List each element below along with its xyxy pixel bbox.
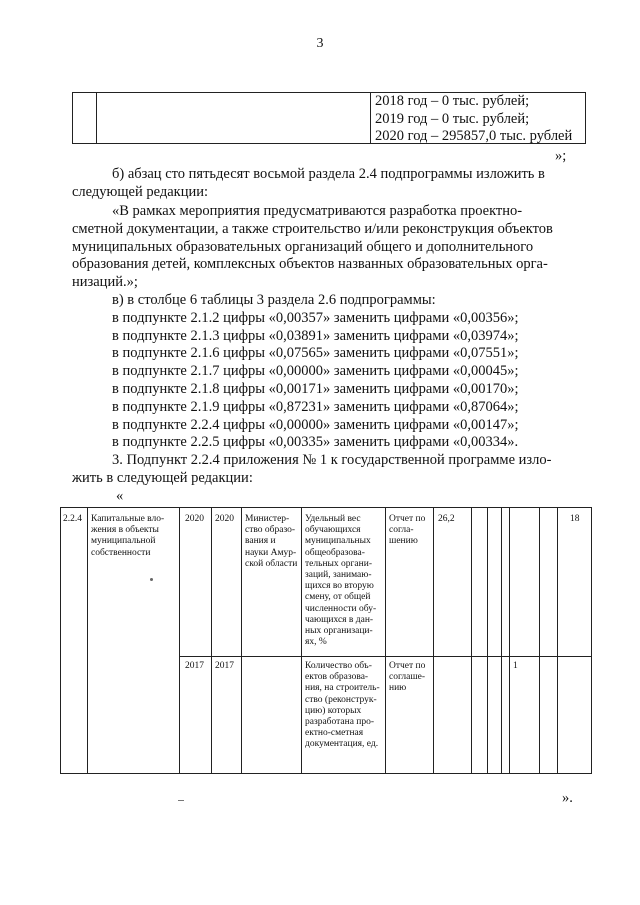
activity-name-line: Капитальные вло- <box>91 514 165 524</box>
paragraph-b-line: б) абзац сто пятьдесят восьмой раздела 2.4 подпрограммы изложить в <box>112 166 545 182</box>
table-cell-empty <box>97 93 371 143</box>
source-line: Отчет по <box>389 661 426 671</box>
table-divider <box>87 508 88 773</box>
table-divider <box>501 508 502 773</box>
table-divider <box>487 508 488 773</box>
indicator-line: общеобразова- <box>305 547 365 558</box>
table-divider <box>241 508 242 773</box>
indicator-line: заций, занимаю- <box>305 570 372 581</box>
indicator-line: численности обу- <box>305 603 377 614</box>
table-divider <box>509 508 510 773</box>
year-end-2: 2017 <box>215 661 234 671</box>
source-line: нию <box>389 683 407 694</box>
indicator-line: разработана про- <box>305 717 375 728</box>
paragraph-3-line: 3. Подпункт 2.2.4 приложения № 1 к государственной программе изло- <box>112 452 552 468</box>
indicator-line: ектно-сметная <box>305 728 364 739</box>
budget-line-2019: 2019 год – 0 тыс. рублей; <box>375 110 530 127</box>
source-line: соглаше- <box>389 672 426 683</box>
budget-line-2020: 2020 год – 295857,0 тыс. рублей <box>375 128 573 144</box>
executor-line: ской области <box>245 558 298 569</box>
open-quote: « <box>116 487 124 504</box>
program-table <box>60 507 592 774</box>
indicator-line: тельных органи- <box>305 558 372 569</box>
year-end-1: 2020 <box>215 514 234 524</box>
source-1 <box>389 514 425 548</box>
indicator-2 <box>305 661 380 751</box>
table-divider <box>471 508 472 773</box>
scan-speck <box>150 578 153 581</box>
executor-line: Министер- <box>245 514 290 524</box>
target-value: 18 <box>570 514 580 524</box>
indicator-line: обучающихся <box>305 525 361 536</box>
item-code: 2.2.4 <box>63 514 82 524</box>
quoted-line: муниципальных образовательных организаций общего и дополнительного <box>72 238 534 255</box>
table-divider <box>539 508 540 773</box>
indicator-1 <box>305 514 376 648</box>
activity-name-line: муниципальной <box>91 536 156 547</box>
executor-line: вания и <box>245 536 276 547</box>
count-value: 1 <box>513 661 518 671</box>
executor-line: науки Амур- <box>245 547 297 558</box>
quoted-line: «В рамках мероприятия предусматриваются разработка проектно- <box>112 203 523 219</box>
paragraph-3 <box>72 452 580 505</box>
activity-name <box>91 514 164 559</box>
activity-name-line: жения в объекты <box>91 525 159 536</box>
year-start-2: 2017 <box>185 661 204 671</box>
paragraph-v <box>72 292 580 452</box>
indicator-line: ных организаци- <box>305 626 373 637</box>
indicator-line: смену, от общей <box>305 592 371 603</box>
source-line: Отчет по <box>389 514 426 524</box>
indicator-line: ектов образова- <box>305 672 369 683</box>
replacement-line: в подпункте 2.2.4 цифры «0,00000» заменить цифрами «0,00147»; <box>112 416 519 433</box>
paragraph-v-line: в) в столбце 6 таблицы 3 раздела 2.6 подпрограммы: <box>112 292 436 308</box>
end-quote: ». <box>562 790 573 806</box>
table-row-divider <box>179 656 591 657</box>
executor <box>245 514 297 570</box>
indicator-line: цию) которых <box>305 705 362 716</box>
indicator-line: ях, % <box>305 637 327 648</box>
paragraph-b <box>72 166 580 202</box>
replacement-line: в подпункте 2.1.9 цифры «0,87231» заменить цифрами «0,87064»; <box>112 398 519 415</box>
closing-quote: »; <box>555 148 567 164</box>
table-divider <box>433 508 434 773</box>
budget-table-fragment <box>72 92 586 144</box>
indicator-line: муниципальных <box>305 536 371 547</box>
table-divider <box>557 508 558 773</box>
indicator-line: ство (реконструк- <box>305 694 377 705</box>
indicator-line: Удельный вес <box>305 514 361 524</box>
indicator-line: документация, ед. <box>305 739 379 750</box>
replacement-line: в подпункте 2.1.7 цифры «0,00000» заменить цифрами «0,00045»; <box>112 363 519 380</box>
indicator-line: ния, на строитель- <box>305 683 380 694</box>
paragraph-3-line: жить в следующей редакции: <box>72 469 253 486</box>
quoted-line: образования детей, комплексных объектов названных образовательных орга- <box>72 256 548 273</box>
replacement-line: в подпункте 2.2.5 цифры «0,00335» заменить цифрами «0,00334». <box>112 434 519 451</box>
table-divider <box>301 508 302 773</box>
source-line: шению <box>389 536 418 547</box>
budget-line-2018: 2018 год – 0 тыс. рублей; <box>375 93 530 109</box>
executor-line: ство образо- <box>245 525 296 536</box>
page-number: 3 <box>316 36 324 51</box>
replacement-line: в подпункте 2.1.2 цифры «0,00357» заменить цифрами «0,00356»; <box>112 309 519 326</box>
indicator-line: Количество объ- <box>305 661 372 671</box>
base-value: 26,2 <box>438 514 455 524</box>
table-divider <box>385 508 386 773</box>
indicator-line: чающихся в дан- <box>305 614 374 625</box>
source-2 <box>389 661 425 695</box>
scan-dash <box>178 800 184 801</box>
budget-years-cell <box>375 93 572 146</box>
paragraph-b-line: следующей редакции: <box>72 183 209 200</box>
year-start-1: 2020 <box>185 514 204 524</box>
indicator-line: щихся во вторую <box>305 581 374 592</box>
activity-name-line: собственности <box>91 547 151 558</box>
replacement-line: в подпункте 2.1.8 цифры «0,00171» заменить цифрами «0,00170»; <box>112 380 519 397</box>
source-line: согла- <box>389 525 414 536</box>
replacement-line: в подпункте 2.1.3 цифры «0,03891» заменить цифрами «0,03974»; <box>112 327 519 344</box>
quoted-line: сметной документации, а также строительство и/или реконструкция объектов <box>72 220 553 237</box>
table-divider <box>211 508 212 773</box>
table-cell-empty <box>73 93 97 143</box>
replacement-line: в подпункте 2.1.6 цифры «0,07565» заменить цифрами «0,07551»; <box>112 345 519 362</box>
table-divider <box>179 508 180 773</box>
quoted-paragraph <box>72 203 580 292</box>
quoted-line: низаций.»; <box>72 274 138 291</box>
